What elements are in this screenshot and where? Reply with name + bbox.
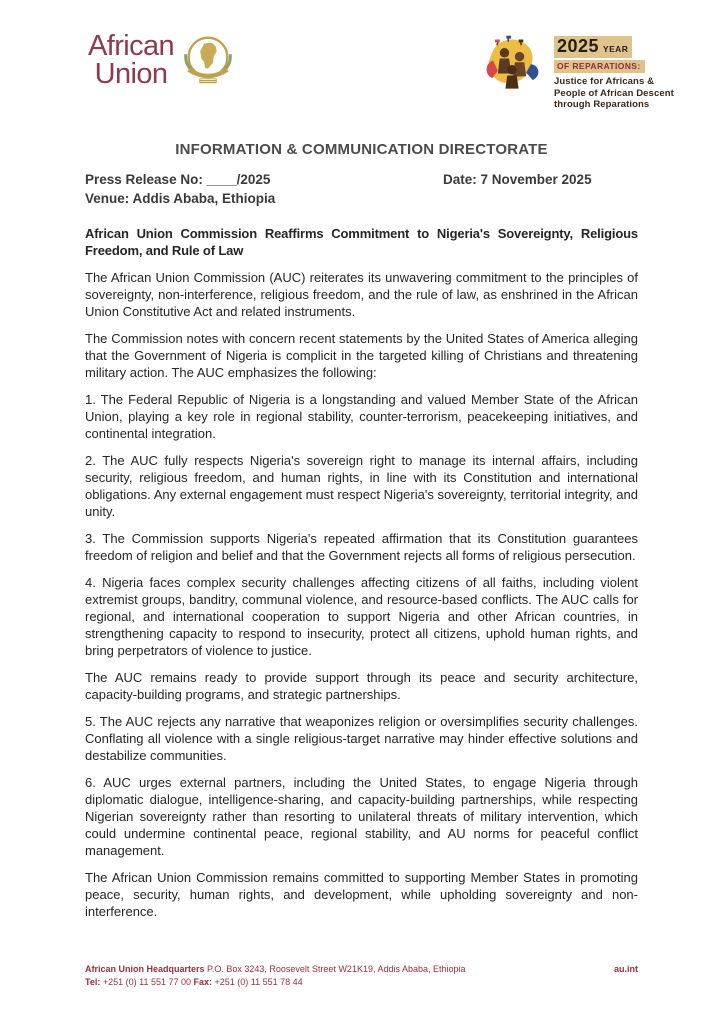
au-logo-line1: African	[88, 30, 175, 62]
au-logo-wordmark	[88, 32, 174, 88]
paragraph-support: The AUC remains ready to provide support through its peace and security architecture, capacity-building programs, and strategic partnerships.	[85, 670, 638, 702]
year-of-reparations-logo	[477, 32, 674, 111]
paragraph-intro: The African Union Commission (AUC) reiterates its unwavering commitment to the principles of sovereignty, non-interference, religious freedom, and the rule of law, as enshrined in the African Union Constitutive Act and related instruments.	[85, 270, 638, 319]
tagline-line2: People of African Descent	[554, 87, 674, 99]
page-footer	[85, 963, 638, 988]
tagline-line3: through Reparations	[554, 99, 650, 110]
footer-website-link[interactable]: au.int	[614, 964, 638, 974]
meta-row-1	[85, 170, 638, 189]
footer-fax-value: +251 (0) 11 551 78 44	[212, 976, 303, 987]
year-of-reparations-text	[554, 32, 674, 111]
document-title: African Union Commission Reaffirms Commitment to Nigeria's Sovereignty, Religious Freedom, and Rule of Law	[85, 226, 638, 258]
paragraph-concern: The Commission notes with concern recent statements by the United States of America alleging that the Government of Nigeria is complicit in the targeted killing of Christians and threatening military action. The AUC emphasizes the following:	[85, 331, 638, 380]
press-release-meta	[85, 170, 638, 208]
au-logo	[88, 28, 239, 92]
press-release-date: Date: 7 November 2025	[443, 172, 592, 187]
directorate-heading: INFORMATION & COMMUNICATION DIRECTORATE	[175, 141, 548, 158]
of-reparations-label: OF REPARATIONS:	[554, 60, 645, 73]
year-highlight	[554, 36, 632, 58]
year-suffix-label: YEAR	[603, 44, 629, 54]
document-body	[85, 225, 638, 930]
meta-row-2	[85, 189, 638, 208]
press-release-venue: Venue: Addis Ababa, Ethiopia	[85, 191, 276, 206]
paragraph-point-2: 2. The AUC fully respects Nigeria's sovereign right to manage its internal affairs, including security, religious freedom, and human rights, in line with its Constitution and international obligations. Any external engagement must respect Nigeria's sovereignty, territorial integrity, and unity.	[85, 453, 638, 519]
footer-tel-value: +251 (0) 11 551 77 00	[100, 976, 194, 987]
paragraph-point-3: 3. The Commission supports Nigeria's repeated affirmation that its Constitution guarantees freedom of religion and belief and that the Government rejects all forms of religious persecution.	[85, 531, 638, 563]
reparations-tagline	[554, 76, 674, 111]
footer-hq-address: P.O. Box 3243, Roosevelt Street W21K19, Addis Ababa, Ethiopia	[204, 964, 466, 974]
year-2025-label: 2025	[557, 36, 600, 56]
footer-address-line	[85, 963, 638, 976]
footer-tel-label: Tel:	[85, 976, 101, 987]
footer-contact-line	[85, 976, 638, 989]
paragraph-point-5: 5. The AUC rejects any narrative that weaponizes religion or oversimplifies security challenges. Conflating all violence with a single religious-target narrative may hinder effective solutions and destabilize communities.	[85, 714, 638, 763]
paragraph-point-1: 1. The Federal Republic of Nigeria is a longstanding and valued Member State of the African Union, playing a key role in regional stability, counter-terrorism, peacekeeping initiatives, and continental integration.	[85, 392, 638, 441]
au-emblem-icon	[177, 28, 239, 92]
reparations-emblem-icon	[477, 32, 547, 100]
press-release-number: Press Release No: ____/2025	[85, 172, 271, 187]
footer-fax-label: Fax:	[193, 976, 213, 987]
paragraph-point-4: 4. Nigeria faces complex security challenges affecting citizens of all faiths, including violent extremist groups, banditry, communal violence, and resource-based conflicts. The AUC calls for regional, and international cooperation to support Nigeria and other African countries, in strengthening capacity to respond to insecurity, protect all citizens, uphold human rights, and bring perpetrators of violence to justice.	[85, 575, 638, 658]
paragraph-closing: The African Union Commission remains committed to supporting Member States in promoting peace, security, human rights, and development, while upholding sovereignty and non-interference.	[85, 870, 638, 919]
paragraph-point-6: 6. AUC urges external partners, including the United States, to engage Nigeria through diplomatic dialogue, intelligence-sharing, and capacity-building partnerships, while respecting Nigerian sovereignty rather than resorting to unilateral threats of military intervention, which could undermine continental peace, regional stability, and AU norms for peaceful conflict management.	[85, 775, 638, 858]
tagline-line1: Justice for Africans &	[554, 76, 655, 87]
au-logo-line2: Union	[94, 58, 168, 90]
footer-hq-label: African Union Headquarters	[85, 964, 205, 974]
